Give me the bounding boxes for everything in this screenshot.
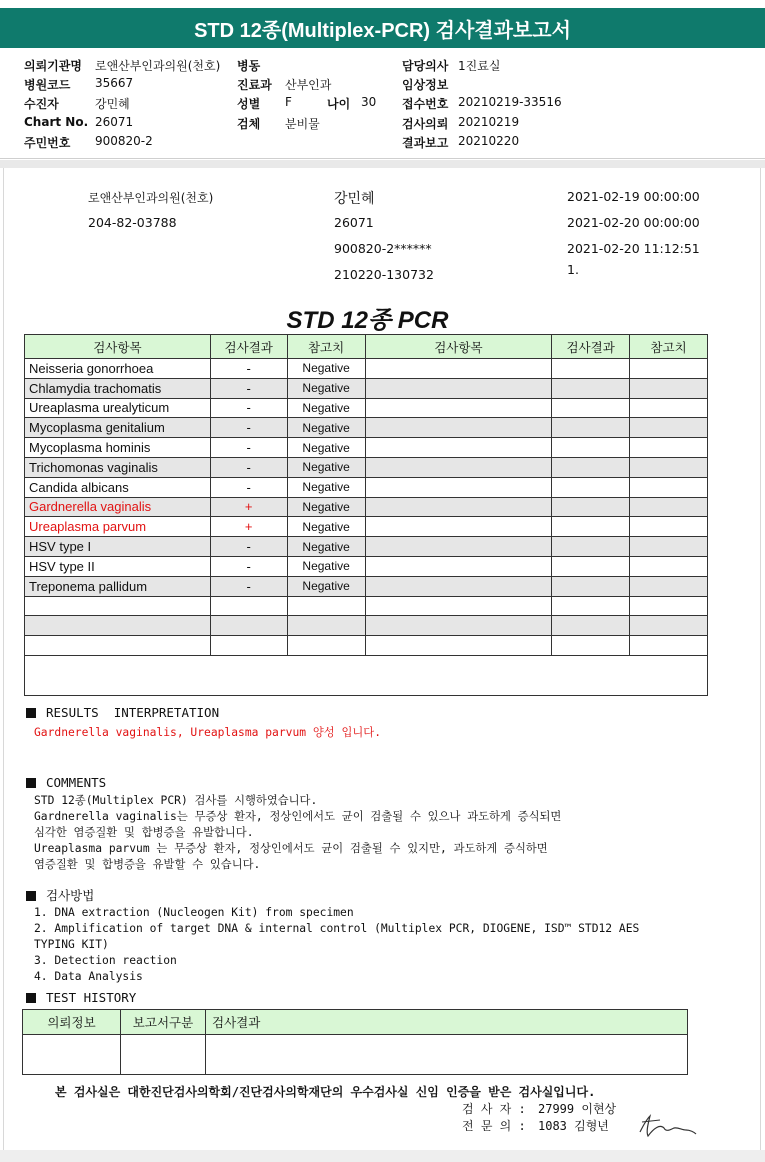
business-number: 204-82-03788 (88, 215, 177, 230)
section-title: RESULTS INTERPRETATION (46, 705, 220, 720)
reference-value: Negative (287, 517, 365, 537)
test-item-name: Trichomonas vaginalis (25, 457, 211, 477)
tester-name: 27999 이현상 (538, 1102, 617, 1116)
reference-value: Negative (287, 556, 365, 576)
table-row (25, 438, 708, 458)
text-line: 심각한 염증질환 및 합병증을 유발합니다. (34, 826, 254, 839)
empty-cell (365, 378, 552, 398)
empty-cell (552, 477, 630, 497)
empty-cell (25, 596, 211, 616)
header-field (402, 76, 622, 92)
empty-cell (630, 438, 708, 458)
interpretation-text: Gardnerella vaginalis, Ureaplasma parvum 양성 입니다. (34, 726, 382, 739)
header-field-value: 20210219 (458, 114, 520, 129)
empty-cell (552, 497, 630, 517)
empty-cell (25, 636, 211, 656)
empty-cell (552, 596, 630, 616)
empty-cell (365, 497, 552, 517)
empty-cell (552, 616, 630, 636)
empty-cell (365, 636, 552, 656)
table-row (25, 359, 708, 379)
empty-cell (25, 616, 211, 636)
header-field (24, 76, 244, 92)
header-field-value: 20210220 (458, 133, 520, 148)
test-item-name: Ureaplasma urealyticum (25, 398, 211, 418)
age-field (327, 95, 387, 111)
age-label: 나이 (327, 97, 351, 111)
table-row (25, 517, 708, 537)
test-item-name: Chlamydia trachomatis (25, 378, 211, 398)
page-border-right (760, 168, 761, 1160)
header-field (24, 57, 244, 73)
empty-cell (552, 556, 630, 576)
reference-value: Negative (287, 497, 365, 517)
empty-cell (365, 477, 552, 497)
reference-value: Negative (287, 537, 365, 557)
reference-value: Negative (287, 398, 365, 418)
empty-cell (365, 517, 552, 537)
table-row (25, 636, 708, 656)
column-header: 보고서구분 (121, 1010, 206, 1035)
empty-cell (630, 497, 708, 517)
empty-cell (552, 378, 630, 398)
specialist-label: 전 문 의 : (462, 1119, 526, 1133)
table-row (25, 477, 708, 497)
test-result: - (210, 418, 287, 438)
chart-number: 26071 (334, 215, 374, 230)
test-result: - (210, 576, 287, 596)
text-line: 3. Detection reaction (34, 954, 177, 967)
header-field-value: 1진료실 (458, 59, 501, 73)
header-field-label: Chart No. (24, 114, 89, 129)
header-field (402, 95, 622, 111)
report-title: STD 12종(Multiplex-PCR) 검사결과보고서 (0, 8, 765, 48)
test-result: - (210, 438, 287, 458)
table-row (25, 596, 708, 616)
header-field-label: 임상정보 (402, 78, 449, 93)
header-field-value: F (285, 95, 292, 110)
empty-cell (287, 636, 365, 656)
header-field-label: 검사의뢰 (402, 116, 449, 131)
empty-cell (365, 537, 552, 557)
header-field (24, 95, 244, 111)
test-item-name: Neisseria gonorrhoea (25, 359, 211, 379)
resident-number: 900820-2****** (334, 241, 432, 256)
results-table (24, 334, 708, 696)
empty-cell (365, 438, 552, 458)
table-header-row (25, 335, 708, 359)
empty-cell (552, 576, 630, 596)
text-line: Gardnerella vaginalis는 무증상 환자, 정상인에서도 균이 검출될 수 있으나 과도하게 증식되면 (34, 810, 562, 823)
column-header: 참고치 (630, 335, 708, 359)
column-header: 검사결과 (206, 1010, 688, 1035)
method-text (34, 905, 639, 985)
test-item-name: Mycoplasma genitalium (25, 418, 211, 438)
empty-cell (287, 596, 365, 616)
empty-cell (630, 517, 708, 537)
text-line: 4. Data Analysis (34, 970, 143, 983)
certification-statement: 본 검사실은 대한진단검사의학회/진단검사의학재단의 우수검사실 신임 인증을 받은 검사실입니다. (55, 1085, 596, 1099)
empty-cell (630, 359, 708, 379)
header-field-value: 26071 (95, 114, 134, 129)
test-item-name: HSV type II (25, 556, 211, 576)
reference-value: Negative (287, 477, 365, 497)
empty-cell (365, 457, 552, 477)
empty-cell (552, 457, 630, 477)
table-row (25, 457, 708, 477)
section-title: TEST HISTORY (46, 990, 137, 1005)
document-title: STD 12종 PCR (286, 307, 449, 334)
header-field-value: 35667 (95, 76, 134, 91)
header-field-label: 진료과 (237, 78, 272, 93)
comments-heading (26, 775, 106, 790)
header-field (24, 115, 244, 131)
test-history-table (22, 1009, 688, 1075)
text-line: 2. Amplification of target DNA & internal control (Multiplex PCR, DIOGENE, ISD™ STD12 AES (34, 922, 640, 935)
header-field-label: 주민번호 (24, 135, 71, 150)
table-row (25, 398, 708, 418)
empty-cell (630, 596, 708, 616)
header-field (24, 134, 244, 150)
text-line: Ureaplasma parvum 는 무증상 환자, 정상인에서도 균이 검출될 수 있지만, 과도하게 증식하면 (34, 842, 548, 855)
header-field-label: 검체 (237, 116, 261, 131)
test-item-name: Treponema pallidum (25, 576, 211, 596)
reference-value: Negative (287, 576, 365, 596)
header-field-label: 성별 (237, 97, 261, 112)
tester-label: 검 사 자 : (462, 1102, 526, 1116)
header-field (402, 57, 622, 73)
test-result: - (210, 457, 287, 477)
text-line: STD 12종(Multiplex PCR) 검사를 시행하였습니다. (34, 794, 318, 807)
table-row (25, 576, 708, 596)
text-line: 1. DNA extraction (Nucleogen Kit) from specimen (34, 906, 354, 919)
text-line: TYPING KIT) (34, 938, 109, 951)
table-row (23, 1035, 688, 1075)
empty-cell (552, 418, 630, 438)
empty-cell (552, 537, 630, 557)
page-gap (0, 160, 765, 168)
test-item-name: Mycoplasma hominis (25, 438, 211, 458)
test-result: - (210, 398, 287, 418)
empty-cell (552, 636, 630, 656)
empty-cell (552, 517, 630, 537)
empty-cell (630, 556, 708, 576)
header-field-value: 산부인과 (285, 78, 332, 93)
header-field-value: 분비물 (285, 116, 320, 131)
age-value: 30 (361, 95, 377, 109)
empty-cell (630, 378, 708, 398)
empty-cell (287, 616, 365, 636)
request-datetime: 2021-02-19 00:00:00 (567, 189, 700, 204)
column-header: 검사결과 (552, 335, 630, 359)
column-header: 참고치 (287, 335, 365, 359)
header-field-label: 의뢰기관명 (24, 59, 82, 73)
square-bullet-icon (26, 708, 36, 718)
column-header: 검사항목 (365, 335, 552, 359)
page-bottom-margin (0, 1150, 765, 1162)
method-heading (26, 886, 94, 904)
test-result: - (210, 359, 287, 379)
empty-cell (25, 655, 708, 695)
column-header: 의뢰정보 (23, 1010, 121, 1035)
specialist-name: 1083 김형년 (538, 1119, 609, 1133)
empty-cell (210, 636, 287, 656)
reference-value: Negative (287, 418, 365, 438)
table-row (25, 497, 708, 517)
test-item-name: Candida albicans (25, 477, 211, 497)
print-datetime: 2021-02-20 11:12:51 (567, 241, 700, 256)
header-field-value: 로앤산부인과의원(천호) (95, 59, 221, 73)
reference-value: Negative (287, 378, 365, 398)
header-field-value: 900820-2 (95, 133, 153, 148)
empty-cell (630, 636, 708, 656)
patient-name: 강민혜 (334, 191, 375, 207)
header-field-label: 수진자 (24, 97, 59, 112)
results-interpretation-heading (26, 705, 219, 720)
header-field (402, 134, 622, 150)
section-title: COMMENTS (46, 775, 107, 790)
empty-cell (365, 616, 552, 636)
header-field-value: 강민혜 (95, 97, 130, 112)
table-row (25, 616, 708, 636)
square-bullet-icon (26, 993, 36, 1003)
table-row (25, 556, 708, 576)
empty-cell (365, 359, 552, 379)
table-row (25, 418, 708, 438)
column-header: 검사결과 (210, 335, 287, 359)
receipt-number: 210220-130732 (334, 267, 434, 282)
test-result: + (210, 497, 287, 517)
reference-value: Negative (287, 438, 365, 458)
empty-cell (552, 438, 630, 458)
empty-cell (365, 398, 552, 418)
empty-cell (552, 359, 630, 379)
table-row (25, 537, 708, 557)
empty-cell (630, 576, 708, 596)
empty-cell (630, 537, 708, 557)
column-header: 검사항목 (25, 335, 211, 359)
header-field-value: 20210219-33516 (458, 95, 562, 110)
empty-cell (365, 596, 552, 616)
empty-cell (630, 398, 708, 418)
page-number: 1. (567, 262, 579, 277)
test-result: - (210, 477, 287, 497)
text-line: 염증질환 및 합병증을 유발할 수 있습니다. (34, 858, 261, 871)
test-item-name: Gardnerella vaginalis (25, 497, 211, 517)
empty-cell (210, 616, 287, 636)
test-item-name: HSV type I (25, 537, 211, 557)
empty-cell (365, 576, 552, 596)
empty-cell (630, 616, 708, 636)
test-result: - (210, 378, 287, 398)
hospital-name: 로앤산부인과의원(천호) (88, 191, 214, 205)
test-result: - (210, 537, 287, 557)
header-field-label: 병원코드 (24, 78, 71, 93)
header-field (402, 115, 622, 131)
empty-cell (630, 477, 708, 497)
test-item-name: Ureaplasma parvum (25, 517, 211, 537)
divider (0, 158, 765, 159)
signature-icon (636, 1110, 698, 1140)
result-datetime: 2021-02-20 00:00:00 (567, 215, 700, 230)
test-history-heading (26, 990, 136, 1005)
test-result: + (210, 517, 287, 537)
header-field-label: 담당의사 (402, 59, 449, 73)
square-bullet-icon (26, 891, 36, 901)
header-field-label: 병동 (237, 59, 261, 73)
table-row (25, 378, 708, 398)
reference-value: Negative (287, 457, 365, 477)
section-title: 검사방법 (46, 888, 95, 903)
table-header-row (23, 1010, 688, 1035)
test-result: - (210, 556, 287, 576)
empty-cell (210, 596, 287, 616)
comments-text (34, 793, 561, 873)
header-field-label: 접수번호 (402, 97, 449, 112)
table-row (25, 655, 708, 695)
header-field-label: 결과보고 (402, 135, 449, 150)
square-bullet-icon (26, 778, 36, 788)
empty-cell (365, 418, 552, 438)
empty-cell (552, 398, 630, 418)
empty-cell (630, 418, 708, 438)
empty-cell (365, 556, 552, 576)
reference-value: Negative (287, 359, 365, 379)
empty-cell (630, 457, 708, 477)
